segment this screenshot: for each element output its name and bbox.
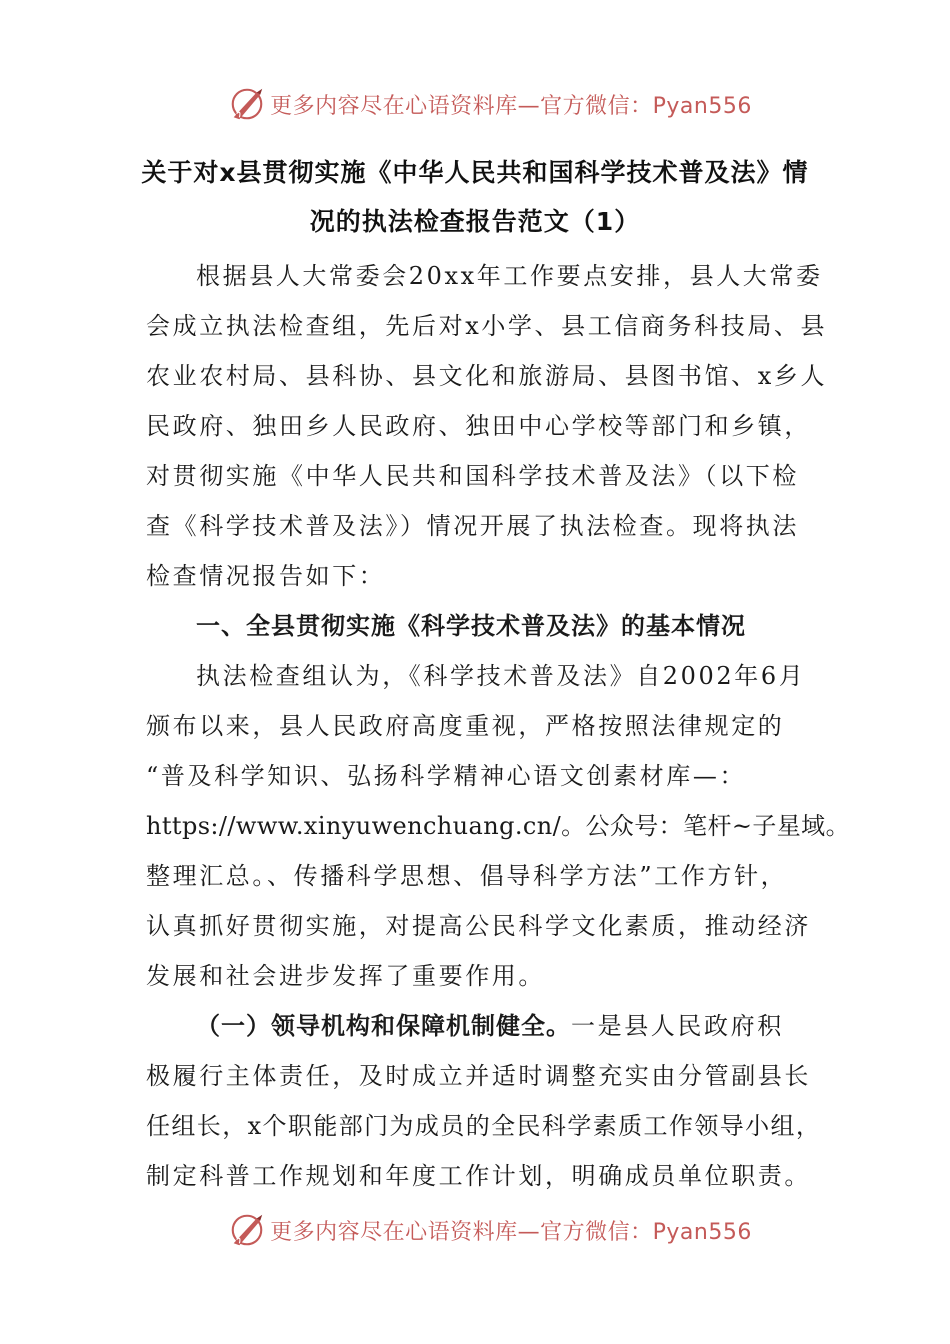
paragraph-line: 制定科普工作规划和年度工作计划，明确成员单位职责。 (146, 1162, 811, 1190)
watermark-text: 更多内容尽在心语资料库—官方微信：Pyan556 (270, 1219, 752, 1245)
pen-logo-icon (228, 85, 266, 123)
paragraph-line: 会成立执法检查组，先后对x小学、县工信商务科技局、县 (146, 312, 828, 340)
paragraph-line: 民政府、独田乡人民政府、独田中心学校等部门和乡镇， (146, 412, 811, 440)
paragraph-line: 认真抓好贯彻实施，对提高公民科学文化素质，推动经济 (146, 912, 811, 940)
subsection-heading: （一）领导机构和保障机制健全。 (196, 1012, 571, 1040)
paragraph-line: https://www.xinyuwenchuang.cn/。公众号：笔杆~子星域。 (146, 812, 850, 840)
document-title-line-2: 况的执法检查报告范文（1） (309, 207, 641, 236)
pen-logo-icon (228, 1211, 266, 1249)
subsection-first-line (196, 1006, 784, 1041)
paragraph-line: 根据县人大常委会20xx年工作要点安排，县人大常委 (196, 262, 823, 290)
paragraph-line: 整理汇总。、传播科学思想、倡导科学方法”工作方针， (146, 862, 788, 890)
paragraph-line: 任组长，x个职能部门为成员的全民科学素质工作领导小组， (146, 1112, 822, 1140)
document-title-line-1: 关于对x县贯彻实施《中华人民共和国科学技术普及法》情 (141, 158, 809, 187)
watermark-text: 更多内容尽在心语资料库—官方微信：Pyan556 (270, 93, 752, 119)
paragraph-line: 发展和社会进步发挥了重要作用。 (146, 962, 545, 990)
subsection-text: 一是县人民政府积 (571, 1012, 784, 1040)
paragraph-line: 查《科学技术普及法》）情况开展了执法检查。现将执法 (146, 512, 799, 540)
paragraph-line: “普及科学知识、弘扬科学精神心语文创素材库—： (146, 762, 747, 790)
paragraph-line: 执法检查组认为，《科学技术普及法》自2002年6月 (196, 662, 806, 690)
paragraph-line: 农业农村局、县科协、县文化和旅游局、县图书馆、x乡人 (146, 362, 828, 390)
watermark-footer (0, 1210, 950, 1250)
paragraph-line: 检查情况报告如下： (146, 562, 386, 590)
paragraph-line: 对贯彻实施《中华人民共和国科学技术普及法》（以下检 (146, 462, 799, 490)
section-heading: 一、全县贯彻实施《科学技术普及法》的基本情况 (196, 612, 746, 640)
watermark-header (0, 84, 950, 124)
paragraph-line: 颁布以来，县人民政府高度重视，严格按照法律规定的 (146, 712, 785, 740)
paragraph-line: 极履行主体责任，及时成立并适时调整充实由分管副县长 (146, 1062, 811, 1090)
